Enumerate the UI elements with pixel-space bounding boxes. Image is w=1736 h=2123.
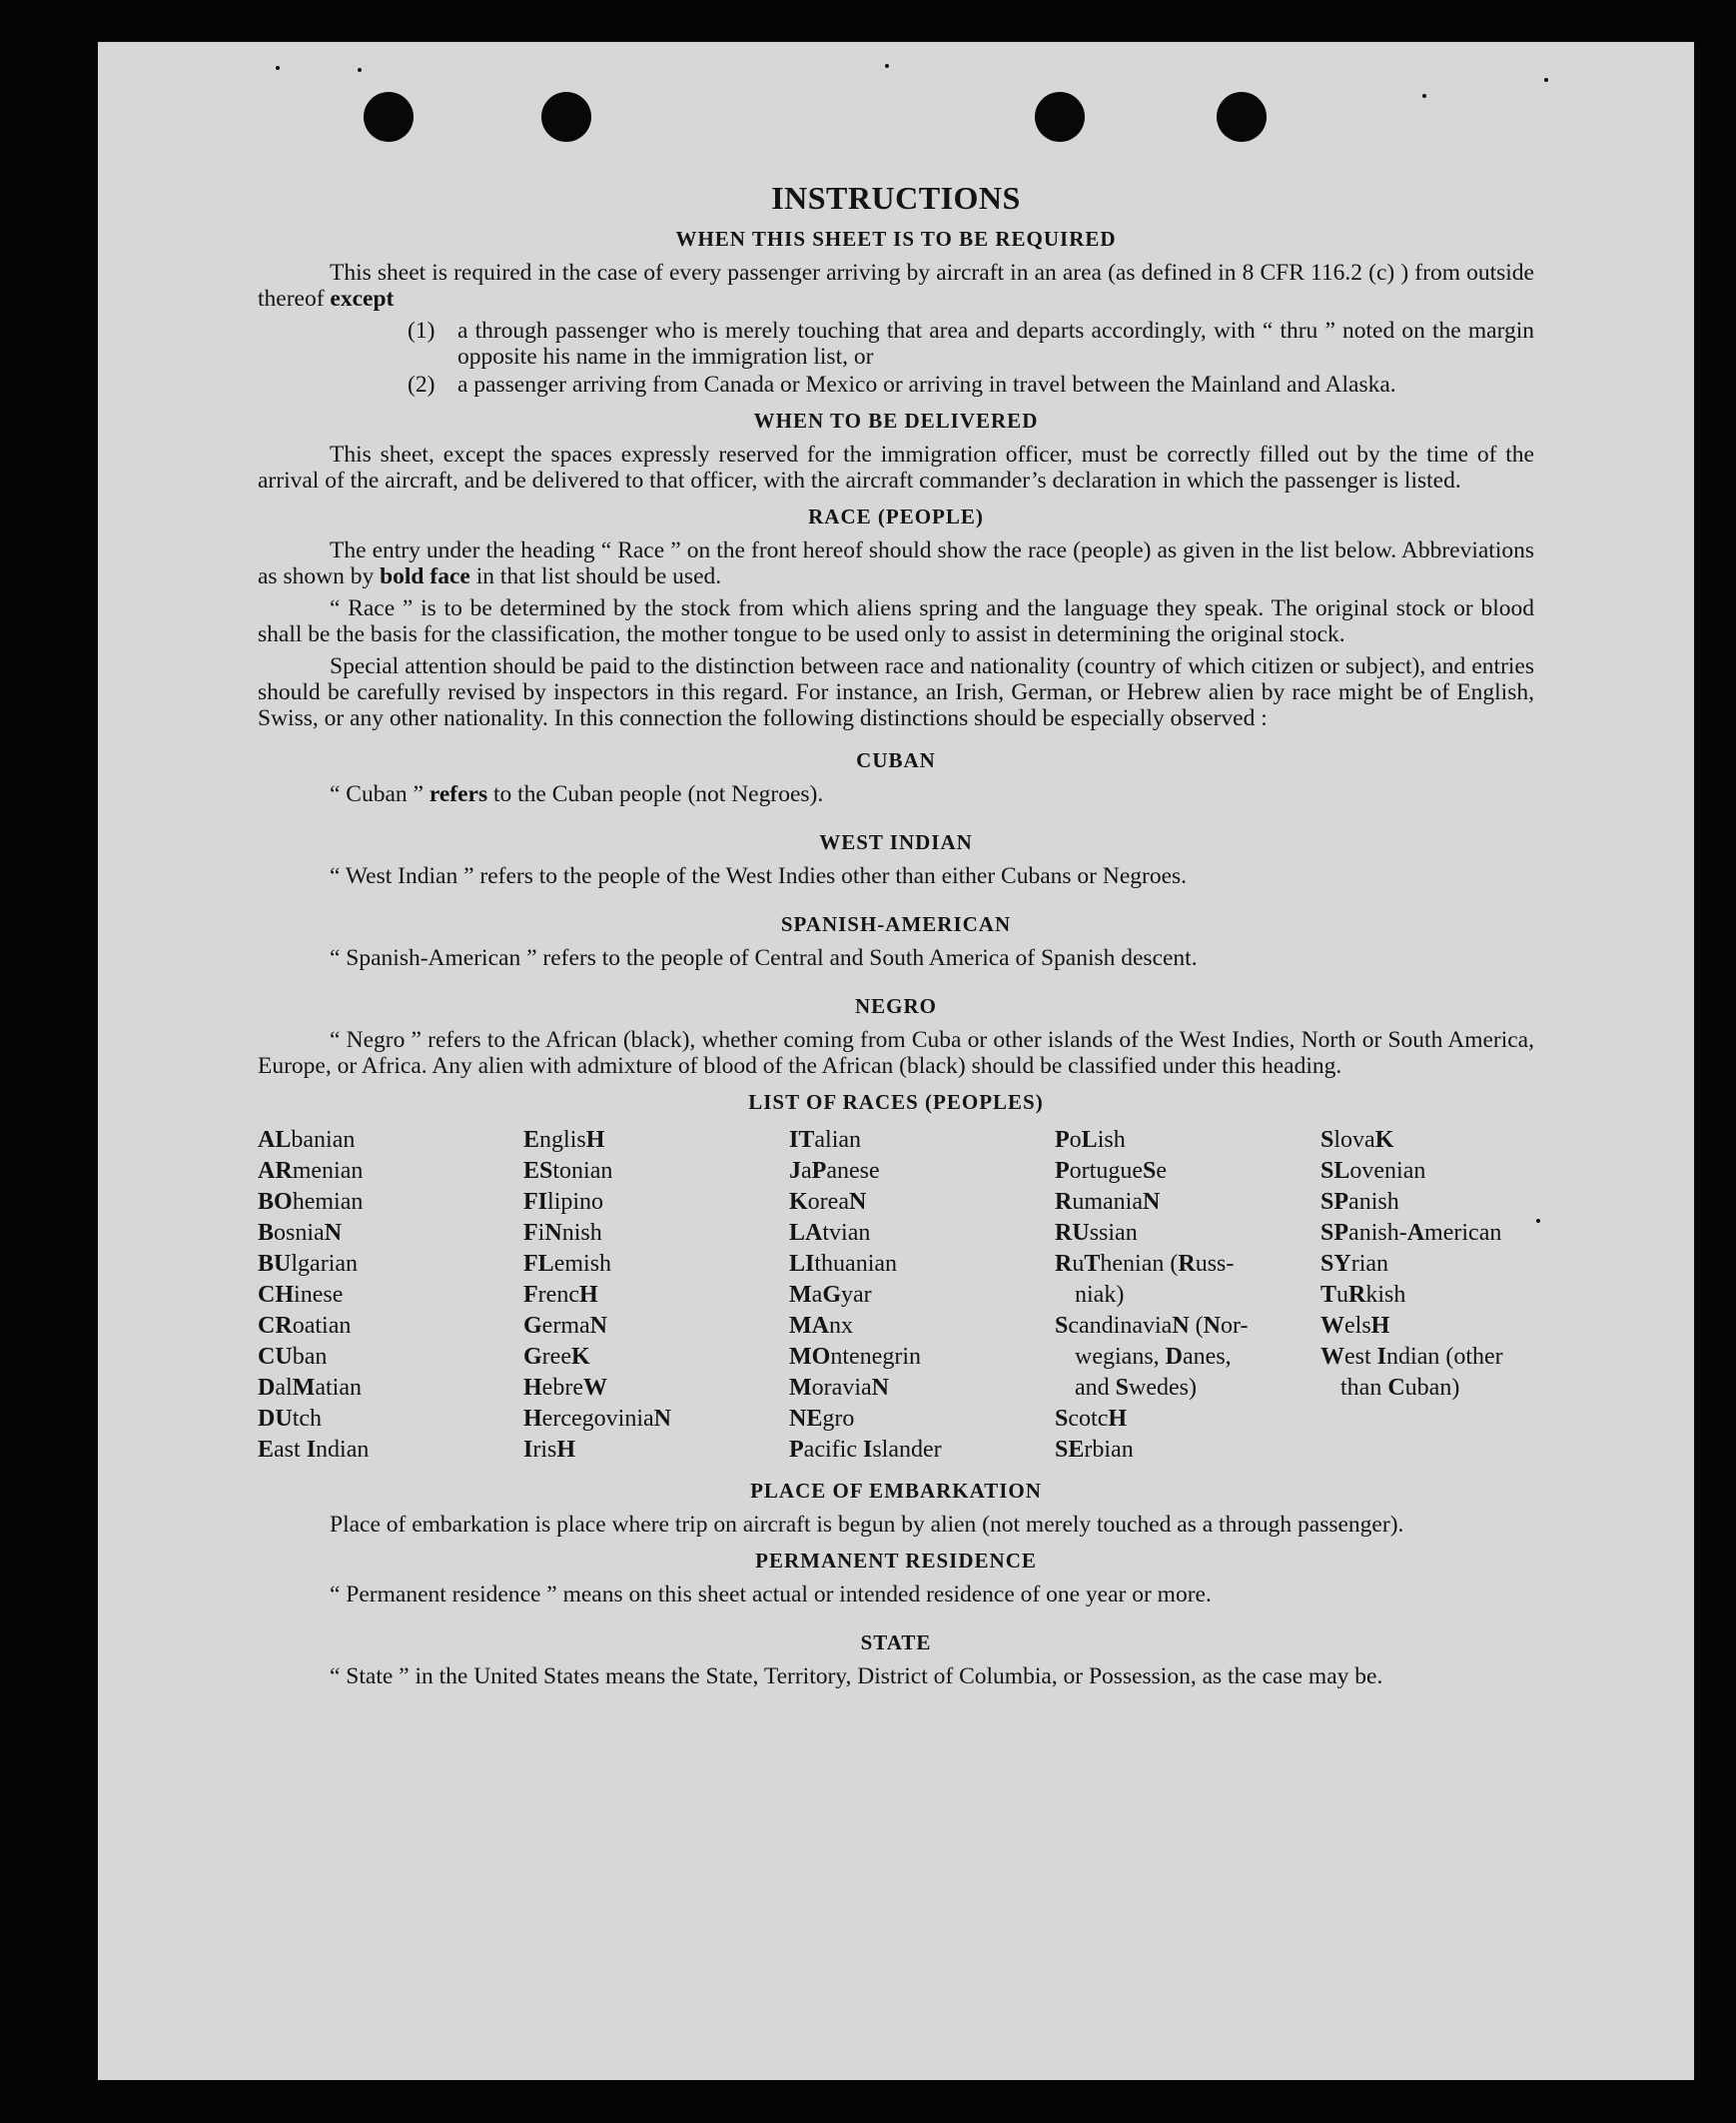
- race-entry: SPanish: [1320, 1189, 1399, 1215]
- race-entry: GermaN: [523, 1313, 607, 1339]
- speck: [1536, 1219, 1540, 1223]
- exception-item: (2) a passenger arriving from Canada or Mexico or arriving in travel between the Mainland and Alaska.: [408, 372, 1396, 398]
- race-entry: East Indian: [258, 1437, 370, 1463]
- instructions-content: [258, 172, 1534, 1695]
- race-entry: FrencH: [523, 1282, 598, 1308]
- heading-list-of-races: LIST OF RACES (PEOPLES): [748, 1090, 1044, 1114]
- race-column: [1055, 1125, 1320, 1466]
- race-entry: CHinese: [258, 1282, 344, 1308]
- race-entry: ALbanian: [258, 1127, 356, 1153]
- heading-embarkation: PLACE OF EMBARKATION: [750, 1479, 1042, 1503]
- race-entry: PortugueSe: [1055, 1158, 1168, 1184]
- race-entry: MOntenegrin: [789, 1344, 921, 1370]
- race-entry: FIlipino: [523, 1189, 604, 1215]
- race-entry: MAnx: [789, 1313, 853, 1339]
- page-title: INSTRUCTIONS: [771, 180, 1021, 216]
- punch-hole: [1217, 92, 1267, 142]
- race-entry: NEgro: [789, 1406, 855, 1432]
- heading-when-delivered: WHEN TO BE DELIVERED: [753, 409, 1039, 433]
- heading-negro: NEGRO: [854, 994, 937, 1018]
- race-entry: Pacific Islander: [789, 1437, 942, 1463]
- race-entry: CRoatian: [258, 1313, 352, 1339]
- race-entry: FLemish: [523, 1251, 612, 1277]
- speck: [1422, 94, 1426, 98]
- race-entry: IrisH: [523, 1437, 576, 1463]
- race-entry: DalMatian: [258, 1375, 362, 1401]
- race-entry: niak): [1075, 1282, 1125, 1308]
- race-entry: SlovaK: [1320, 1127, 1394, 1153]
- race-entry: wegians, Danes,: [1075, 1344, 1232, 1370]
- when-delivered-text: This sheet, except the spaces expressly reserved for the immigration officer, must be correctly filled out by the time of the arrival of the aircraft, and be delivered to that officer, with the aircraft commander’s declaration in which the passenger is listed.: [258, 442, 1534, 494]
- race-column: [258, 1125, 523, 1466]
- exception-item: (1) a through passenger who is merely touching that area and departs accordingly, with “ thru ” noted on the margin opposite his name in the immigration list, or: [408, 318, 1534, 370]
- race-entry: BOhemian: [258, 1189, 364, 1215]
- punch-hole: [1035, 92, 1085, 142]
- state-text: “ State ” in the United States means the State, Territory, District of Columbia, or Possession, as the case may be.: [330, 1663, 1383, 1689]
- race-paragraph: The entry under the heading “ Race ” on the front hereof should show the race (people) as given in the list below. Abbreviations as shown by bold face in that list should be used.: [258, 537, 1534, 589]
- race-entry: DUtch: [258, 1406, 323, 1432]
- race-entry: ARmenian: [258, 1158, 364, 1184]
- race-entry: EStonian: [523, 1158, 613, 1184]
- race-entry: RuThenian (Russ-: [1055, 1251, 1235, 1277]
- heading-state: STATE: [860, 1630, 932, 1654]
- when-required-text: This sheet is required in the case of every passenger arriving by aircraft in an area (as defined in 8 CFR 116.2 (c) ) from outside thereof except: [258, 260, 1534, 312]
- race-entry: BosniaN: [258, 1220, 343, 1246]
- race-entry: SLovenian: [1320, 1158, 1426, 1184]
- punch-hole: [364, 92, 414, 142]
- race-entry: SPanish-American: [1320, 1220, 1502, 1246]
- race-column: [789, 1125, 1055, 1466]
- cuban-text: “ Cuban ” refers to the Cuban people (not Negroes).: [330, 781, 824, 807]
- heading-permanent-residence: PERMANENT RESIDENCE: [755, 1549, 1037, 1573]
- race-entry: HercegoviniaN: [523, 1406, 671, 1432]
- west-indian-text: “ West Indian ” refers to the people of the West Indies other than either Cubans or Negroes.: [330, 863, 1188, 889]
- spanish-american-text: “ Spanish-American ” refers to the people of Central and South America of Spanish descent.: [330, 945, 1198, 971]
- negro-text: “ Negro ” refers to the African (black), whether coming from Cuba or other islands of the West Indies, North or South America, Europe, or Africa. Any alien with admixture of blood of the African (black) should be classified under this heading.: [258, 1027, 1534, 1079]
- race-entry: MoraviaN: [789, 1375, 889, 1401]
- race-entry: ScandinaviaN (Nor-: [1055, 1313, 1249, 1339]
- heading-cuban: CUBAN: [856, 748, 936, 772]
- heading-west-indian: WEST INDIAN: [819, 830, 973, 854]
- race-entry: RUssian: [1055, 1220, 1138, 1246]
- race-entry: FiNnish: [523, 1220, 602, 1246]
- race-entry: than Cuban): [1340, 1375, 1460, 1401]
- race-entry: RumaniaN: [1055, 1189, 1161, 1215]
- race-entry: LIthuanian: [789, 1251, 898, 1277]
- speck: [276, 66, 280, 70]
- race-entry: EnglisH: [523, 1127, 605, 1153]
- race-entry: MaGyar: [789, 1282, 872, 1308]
- race-column: [523, 1125, 789, 1466]
- race-entry: JaPanese: [789, 1158, 880, 1184]
- race-entry: ITalian: [789, 1127, 862, 1153]
- embarkation-text: Place of embarkation is place where trip on aircraft is begun by alien (not merely touched as a through passenger).: [330, 1512, 1404, 1538]
- speck: [1544, 78, 1548, 82]
- race-list: [258, 1125, 1534, 1466]
- race-paragraph: “ Race ” is to be determined by the stock from which aliens spring and the language they speak. The original stock or blood shall be the basis for the classification, the mother tongue to be used only to assist in determining the original stock.: [258, 595, 1534, 647]
- speck: [885, 64, 889, 68]
- race-entry: WelsH: [1320, 1313, 1390, 1339]
- race-entry: SYrian: [1320, 1251, 1389, 1277]
- race-entry: SErbian: [1055, 1437, 1134, 1463]
- race-entry: KoreaN: [789, 1189, 867, 1215]
- punch-hole: [541, 92, 591, 142]
- race-entry: GreeK: [523, 1344, 590, 1370]
- speck: [358, 68, 362, 72]
- race-entry: PoLish: [1055, 1127, 1126, 1153]
- permanent-residence-text: “ Permanent residence ” means on this sheet actual or intended residence of one year or more.: [330, 1582, 1212, 1607]
- race-entry: CUban: [258, 1344, 328, 1370]
- race-entry: and Swedes): [1075, 1375, 1198, 1401]
- heading-when-required: WHEN THIS SHEET IS TO BE REQUIRED: [675, 227, 1117, 251]
- race-entry: TuRkish: [1320, 1282, 1406, 1308]
- heading-race: RACE (PEOPLE): [808, 505, 984, 529]
- race-entry: HebreW: [523, 1375, 607, 1401]
- heading-spanish-american: SPANISH-AMERICAN: [780, 912, 1012, 936]
- race-entry: LAtvian: [789, 1220, 871, 1246]
- race-entry: West Indian (other: [1320, 1344, 1503, 1370]
- race-entry: ScotcH: [1055, 1406, 1128, 1432]
- race-paragraph: Special attention should be paid to the distinction between race and nationality (country of which citizen or subject), and entries should be carefully revised by inspectors in this regard. For instance, an Irish, German, or Hebrew alien by race might be of English, Swiss, or any other nationality. In this connection the following distinctions should be especially observed :: [258, 653, 1534, 731]
- race-column: [1320, 1125, 1530, 1466]
- race-entry: BUlgarian: [258, 1251, 359, 1277]
